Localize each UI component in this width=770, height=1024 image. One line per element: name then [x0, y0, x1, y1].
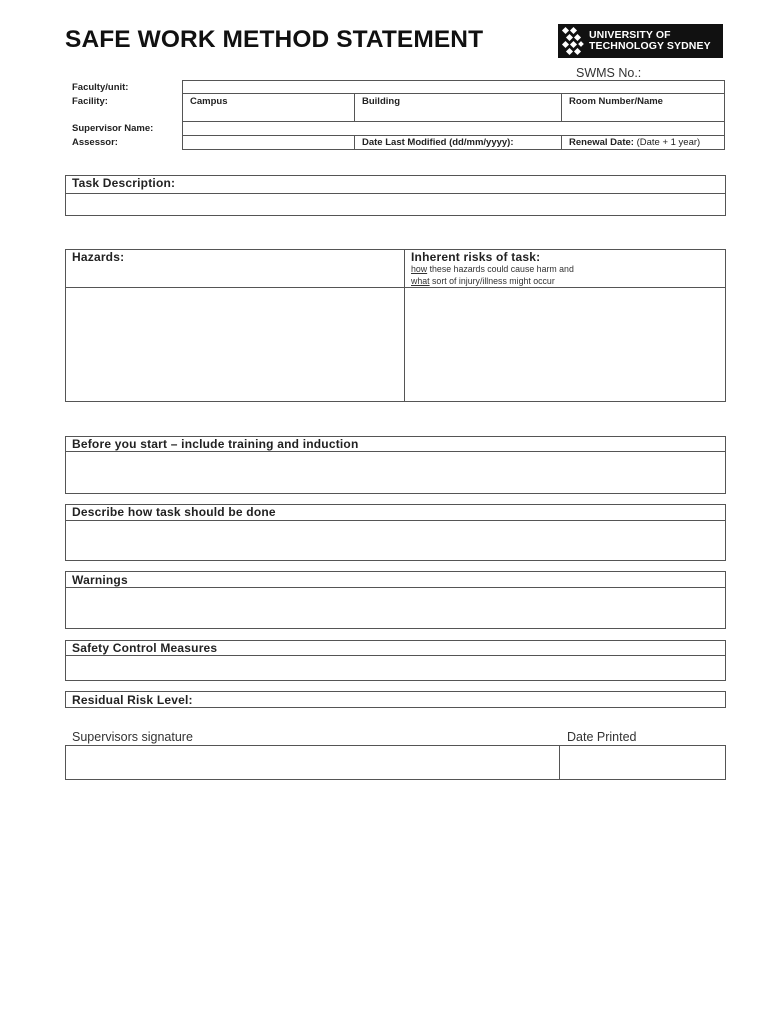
inherent-risks-label: Inherent risks of task: [411, 250, 541, 264]
page-title: SAFE WORK METHOD STATEMENT [65, 26, 484, 53]
warnings-field[interactable] [66, 588, 725, 628]
hazards-field[interactable] [66, 288, 403, 401]
inherent-risks-note-1: how these hazards could cause harm and [411, 264, 574, 274]
supervisor-name-field[interactable] [182, 121, 725, 136]
describe-task-label: Describe how task should be done [72, 505, 276, 519]
date-printed-field[interactable] [560, 746, 725, 779]
safety-controls-label: Safety Control Measures [72, 641, 218, 655]
facility-divider-1 [354, 93, 355, 122]
faculty-unit-field[interactable] [182, 80, 725, 94]
renewal-date-field[interactable] [569, 137, 700, 148]
supervisor-name-label: Supervisor Name: [72, 123, 154, 134]
swms-number-label: SWMS No.: [576, 66, 642, 80]
assessor-label: Assessor: [72, 137, 118, 148]
building-field[interactable]: Building [362, 96, 400, 107]
safety-controls-field[interactable] [66, 656, 725, 680]
supervisor-signature-label: Supervisors signature [72, 730, 193, 744]
task-description-field[interactable] [66, 194, 725, 215]
inherent-risks-field[interactable] [405, 288, 725, 401]
logo-line-1: UNIVERSITY OF [589, 29, 671, 41]
renewal-date-note: (Date + 1 year) [636, 137, 701, 148]
facility-divider-2 [561, 93, 562, 122]
warnings-label: Warnings [72, 573, 128, 587]
residual-risk-label: Residual Risk Level: [72, 693, 193, 707]
facility-label: Facility: [72, 96, 108, 107]
faculty-unit-label: Faculty/unit: [72, 82, 129, 93]
supervisor-signature-field[interactable] [66, 746, 558, 779]
renewal-date-label: Renewal Date: [569, 137, 634, 148]
before-you-start-field[interactable] [66, 452, 725, 493]
before-you-start-label: Before you start – include training and induction [72, 437, 359, 451]
room-number-field[interactable]: Room Number/Name [569, 96, 663, 107]
uts-logo-icon [561, 26, 585, 56]
uts-logo [558, 24, 723, 58]
assessor-divider-1 [354, 135, 355, 150]
assessor-divider-2 [561, 135, 562, 150]
logo-line-2: TECHNOLOGY SYDNEY [589, 40, 711, 52]
hazards-label: Hazards: [72, 250, 125, 264]
inherent-risks-note-2: what sort of injury/illness might occur [411, 276, 555, 286]
date-printed-label: Date Printed [567, 730, 637, 744]
task-description-label: Task Description: [72, 176, 176, 190]
describe-task-field[interactable] [66, 521, 725, 560]
date-last-modified-field[interactable]: Date Last Modified (dd/mm/yyyy): [362, 137, 514, 148]
campus-field[interactable]: Campus [190, 96, 228, 107]
